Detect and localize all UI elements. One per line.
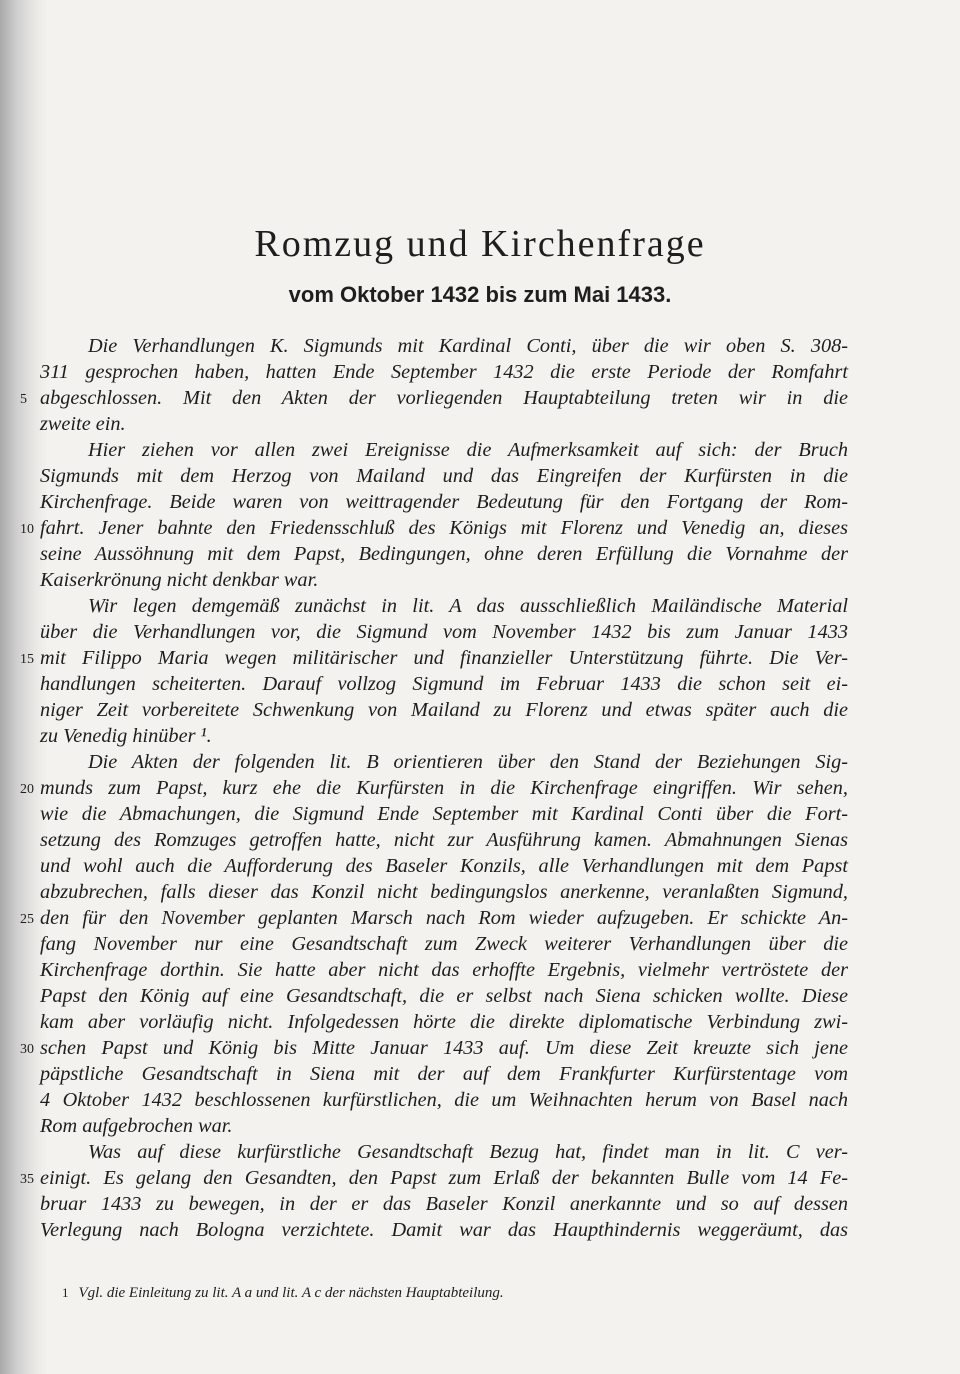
text-line: schen Papst und König bis Mitte Januar 1433 auf. Um diese Zeit kreuzte sich jene: [40, 1037, 848, 1059]
text-line: Die Verhandlungen K. Sigmunds mit Kardinal Conti, über die wir oben S. 308-: [88, 335, 848, 357]
line-number: 5: [20, 392, 27, 407]
text-line: bruar 1433 zu bewegen, in der er das Baseler Konzil anerkannte und so auf dessen: [40, 1193, 848, 1215]
text-line: kam aber vorläufig nicht. Infolgedessen hörte die direkte diplomatische Verbindung zwi-: [40, 1011, 848, 1033]
text-line: setzung des Romzuges getroffen hatte, nicht zur Ausführung kamen. Abmahnungen Sienas: [40, 829, 848, 851]
text-line: über die Verhandlungen vor, die Sigmund vom November 1432 bis zum Januar 1433: [40, 621, 848, 643]
text-line: fang November nur eine Gesandtschaft zum Zweck weiterer Verhandlungen über die: [40, 933, 848, 955]
line-number: 10: [20, 522, 34, 537]
text-line: Wir legen demgemäß zunächst in lit. A das ausschließlich Mailändische Material: [88, 595, 848, 617]
text-line: Kaiserkrönung nicht denkbar war.: [40, 569, 319, 591]
line-number: 20: [20, 782, 34, 797]
text-line: Papst den König auf eine Gesandtschaft, die er selbst nach Siena schicken wollte. Diese: [40, 985, 848, 1007]
footnote-text: Vgl. die Einleitung zu lit. A a und lit. A c der nächsten Hauptabteilung.: [78, 1285, 504, 1301]
line-number: 25: [20, 912, 34, 927]
text-line: Kirchenfrage. Beide waren von weittragender Bedeutung für den Fortgang der Rom-: [40, 491, 848, 513]
text-line: Rom aufgebrochen war.: [40, 1115, 233, 1137]
text-line: abzubrechen, falls dieser das Konzil nicht bedingungslos anerkenne, veranlaßten Sigmund,: [40, 881, 848, 903]
text-line: den für den November geplanten Marsch nach Rom wieder aufzugeben. Er schickte An-: [40, 907, 848, 929]
text-line: seine Aussöhnung mit dem Papst, Bedingungen, ohne deren Erfüllung die Vornahme der: [40, 543, 848, 565]
text-line: 311 gesprochen haben, hatten Ende September 1432 die erste Periode der Romfahrt: [40, 361, 848, 383]
line-number: 30: [20, 1042, 34, 1057]
text-line: fahrt. Jener bahnte den Friedensschluß des Königs mit Florenz und Venedig an, dieses: [40, 517, 848, 539]
page-subtitle: vom Oktober 1432 bis zum Mai 1433.: [288, 282, 672, 307]
text-line: abgeschlossen. Mit den Akten der vorliegenden Hauptabteilung treten wir in die: [40, 387, 848, 409]
text-line: Die Akten der folgenden lit. B orientieren über den Stand der Beziehungen Sig-: [88, 751, 848, 773]
text-line: und wohl auch die Aufforderung des Baseler Konzils, alle Verhandlungen mit dem Papst: [40, 855, 848, 877]
text-line: einigt. Es gelang den Gesandten, den Papst zum Erlaß der bekannten Bulle vom 14 Fe-: [40, 1167, 848, 1189]
text-line: wie die Abmachungen, die Sigmund Ende September mit Kardinal Conti über die Fort-: [40, 803, 848, 825]
text-line: munds zum Papst, kurz ehe die Kurfürsten in die Kirchenfrage eingriffen. Wir sehen,: [40, 777, 848, 799]
footnote-mark: 1: [62, 1285, 69, 1300]
text-line: zu Venedig hinüber ¹.: [40, 725, 212, 747]
text-line: Kirchenfrage dorthin. Sie hatte aber nicht das erhoffte Ergebnis, vielmehr vertröstete der: [40, 959, 848, 981]
text-line: handlungen scheiterten. Darauf vollzog Sigmund im Februar 1433 die schon seit ei-: [40, 673, 848, 695]
text-line: päpstliche Gesandtschaft in Siena mit der auf dem Frankfurter Kurfürstentage vom: [40, 1063, 848, 1085]
line-number: 15: [20, 652, 34, 667]
text-line: niger Zeit vorbereitete Schwenkung von Mailand zu Florenz und etwas später auch die: [40, 699, 848, 721]
text-line: Sigmunds mit dem Herzog von Mailand und das Eingreifen der Kurfürsten in die: [40, 465, 848, 487]
text-line: 4 Oktober 1432 beschlossenen kurfürstlichen, die um Weihnachten herum von Basel nach: [40, 1089, 848, 1111]
page-title: Romzug und Kirchenfrage: [254, 223, 706, 265]
text-line: mit Filippo Maria wegen militärischer und finanzieller Unterstützung führte. Die Ver-: [40, 647, 848, 669]
text-line: Verlegung nach Bologna verzichtete. Damit war das Haupthindernis weggeräumt, das: [40, 1219, 848, 1241]
text-line: Hier ziehen vor allen zwei Ereignisse die Aufmerksamkeit auf sich: der Bruch: [88, 439, 848, 461]
footnote: [62, 1283, 504, 1303]
line-number: 35: [20, 1172, 34, 1187]
text-line: zweite ein.: [40, 413, 126, 435]
text-line: Was auf diese kurfürstliche Gesandtschaft Bezug hat, findet man in lit. C ver-: [88, 1141, 848, 1163]
